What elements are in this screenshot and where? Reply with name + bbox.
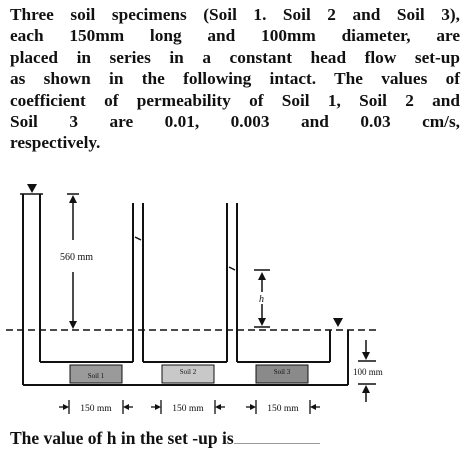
problem-line: coefficient of permeability of Soil 1, Soil 2 and bbox=[10, 90, 460, 110]
head-dimension-label: 560 mm bbox=[60, 252, 94, 263]
question-prompt bbox=[10, 428, 320, 449]
soil-1-label: Soil 1 bbox=[87, 372, 105, 380]
soil-1-length-label: 150 mm bbox=[80, 404, 112, 414]
problem-line: respectively. bbox=[10, 133, 101, 153]
problem-line: as shown in the following intact. The values of bbox=[10, 69, 460, 89]
soil-3-label: Soil 3 bbox=[273, 368, 291, 376]
problem-line: each 150mm long and 100mm diameter, are bbox=[10, 26, 460, 46]
soil-2-label: Soil 2 bbox=[179, 368, 197, 376]
problem-line: Soil 3 are 0.01, 0.003 and 0.03 cm/s, bbox=[10, 112, 460, 132]
soil-2-length-label: 150 mm bbox=[172, 404, 204, 414]
problem-line: Three soil specimens (Soil 1. Soil 2 and Soil 3), bbox=[10, 5, 460, 24]
question-text: The value of h in the set -up is bbox=[10, 428, 234, 448]
answer-blank bbox=[234, 429, 320, 444]
outlet-water-level-icon bbox=[333, 318, 343, 327]
outlet-dimension-label: 100 mm bbox=[353, 367, 383, 377]
inlet-water-level-icon bbox=[27, 184, 37, 193]
problem-line: placed in series in a constant head flow set-up bbox=[10, 47, 460, 67]
soil-3-length-label: 150 mm bbox=[267, 404, 299, 414]
h-label: h bbox=[259, 294, 264, 305]
